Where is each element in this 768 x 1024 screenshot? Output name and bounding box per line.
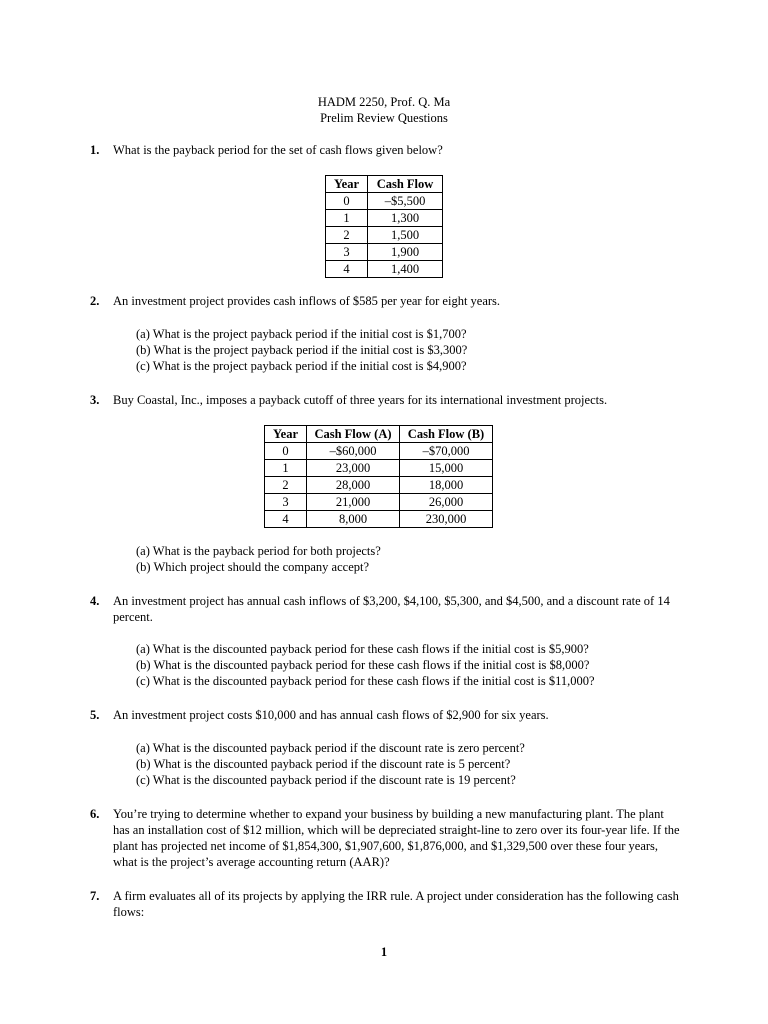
table-row <box>326 261 443 278</box>
question-text: An investment project costs $10,000 and has annual cash flows of $2,900 for six years. <box>113 708 549 722</box>
table-cell: 1 <box>326 210 368 227</box>
table-row <box>265 494 493 511</box>
table-cell: 1 <box>265 460 307 477</box>
question-3 <box>90 392 680 408</box>
question-5-parts <box>136 740 696 788</box>
course-title: HADM 2250, Prof. Q. Ma <box>317 95 451 109</box>
table-row <box>326 227 443 244</box>
sub-question: (b) What is the project payback period if the initial cost is $3,300? <box>136 343 468 357</box>
question-1 <box>90 142 680 158</box>
table-cell: 26,000 <box>400 494 493 511</box>
table-cell: 1,900 <box>368 244 443 261</box>
table-cell: 23,000 <box>307 460 400 477</box>
question-number: 2. <box>90 294 100 308</box>
table-cell: 15,000 <box>400 460 493 477</box>
document-subtitle: Prelim Review Questions <box>320 111 448 125</box>
question-number: 3. <box>90 393 100 407</box>
question-3-parts <box>136 543 696 575</box>
table-cell: 230,000 <box>400 511 493 528</box>
question-text: What is the payback period for the set of cash flows given below? <box>113 143 443 157</box>
cash-flow-table-q1 <box>325 175 443 278</box>
table-cell: 1,400 <box>368 261 443 278</box>
table-row <box>265 511 493 528</box>
table-cell: 1,500 <box>368 227 443 244</box>
table-row <box>265 460 493 477</box>
page-number: 1 <box>380 945 388 959</box>
question-text: A firm evaluates all of its projects by applying the IRR rule. A project under consideration has the following cash flows: <box>113 889 679 919</box>
sub-question: (b) What is the discounted payback period if the discount rate is 5 percent? <box>136 757 511 771</box>
table-cell: 28,000 <box>307 477 400 494</box>
table-cell: –$70,000 <box>400 443 493 460</box>
sub-question: (c) What is the project payback period if the initial cost is $4,900? <box>136 359 467 373</box>
table-row <box>265 477 493 494</box>
sub-question: (a) What is the project payback period if the initial cost is $1,700? <box>136 327 467 341</box>
sub-question: (c) What is the discounted payback period for these cash flows if the initial cost is $11,000? <box>136 674 595 688</box>
column-header: Year <box>265 426 307 443</box>
table-cell: 8,000 <box>307 511 400 528</box>
question-number: 1. <box>90 143 100 157</box>
table-row <box>265 443 493 460</box>
table-row <box>326 210 443 227</box>
table-cell: 18,000 <box>400 477 493 494</box>
table-cell: 0 <box>265 443 307 460</box>
table-header-row <box>326 176 443 193</box>
table-cell: 4 <box>265 511 307 528</box>
question-2-parts <box>136 326 696 374</box>
question-number: 4. <box>90 594 100 608</box>
table-row <box>326 193 443 210</box>
question-4-parts <box>136 641 696 689</box>
table-cell: 0 <box>326 193 368 210</box>
table-cell: 4 <box>326 261 368 278</box>
question-text: An investment project has annual cash inflows of $3,200, $4,100, $5,300, and $4,500, and a discount rate of 14 percent. <box>113 594 670 624</box>
question-6 <box>90 806 680 870</box>
question-number: 7. <box>90 889 100 903</box>
table-cell: 2 <box>326 227 368 244</box>
sub-question: (a) What is the discounted payback period for these cash flows if the initial cost is $5,900? <box>136 642 589 656</box>
question-text: An investment project provides cash inflows of $585 per year for eight years. <box>113 294 501 308</box>
table-row <box>326 244 443 261</box>
question-number: 5. <box>90 708 100 722</box>
table-cell: 2 <box>265 477 307 494</box>
question-2 <box>90 293 680 309</box>
question-text: Buy Coastal, Inc., imposes a payback cutoff of three years for its international investment projects. <box>113 393 608 407</box>
question-7 <box>90 888 680 920</box>
sub-question: (a) What is the payback period for both projects? <box>136 544 381 558</box>
table-cell: 3 <box>265 494 307 511</box>
sub-question: (b) Which project should the company accept? <box>136 560 370 574</box>
sub-question: (b) What is the discounted payback period for these cash flows if the initial cost is $8,000? <box>136 658 590 672</box>
question-4 <box>90 593 680 625</box>
cash-flow-table-q3 <box>264 425 493 528</box>
table-cell: 3 <box>326 244 368 261</box>
question-text: You’re trying to determine whether to expand your business by building a new manufacturing plant. The plant has an installation cost of $12 million, which will be depreciated straight-line to zero over its four-year life. If the plant has projected net income of $1,854,300, $1,907,600, $1,876,000, and $1,329,500 over these four years, what is the project’s average accounting return (AAR)? <box>113 807 680 869</box>
table-cell: –$5,500 <box>368 193 443 210</box>
sub-question: (a) What is the discounted payback period if the discount rate is zero percent? <box>136 741 525 755</box>
table-cell: 21,000 <box>307 494 400 511</box>
table-header-row <box>265 426 493 443</box>
column-header: Cash Flow (B) <box>400 426 493 443</box>
sub-question: (c) What is the discounted payback period if the discount rate is 19 percent? <box>136 773 516 787</box>
column-header: Cash Flow (A) <box>307 426 400 443</box>
column-header: Cash Flow <box>368 176 443 193</box>
column-header: Year <box>326 176 368 193</box>
question-number: 6. <box>90 807 100 821</box>
question-5 <box>90 707 680 723</box>
table-cell: 1,300 <box>368 210 443 227</box>
table-cell: –$60,000 <box>307 443 400 460</box>
